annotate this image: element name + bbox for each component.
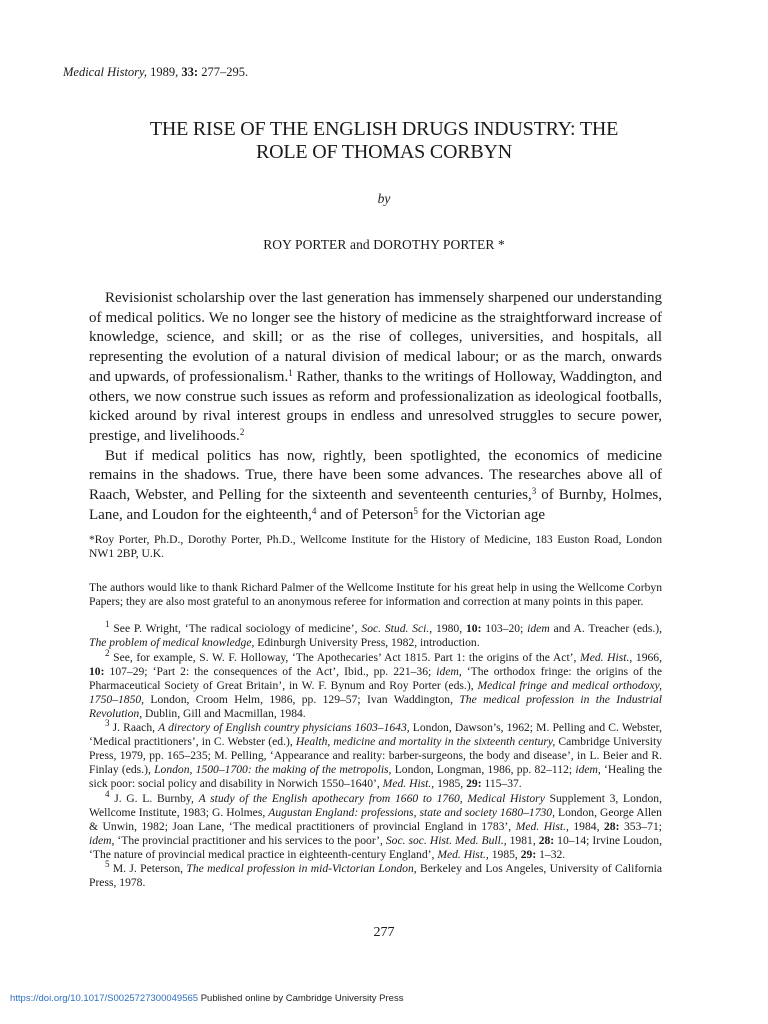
footnote-text: London, 1500–1700: the making of the metropolis,	[154, 763, 392, 777]
footnote-text: Health, medicine and mortality in the sixteenth century,	[295, 735, 556, 749]
byline: by	[377, 191, 391, 206]
footnote-3	[89, 718, 663, 791]
footnote-text: ‘The provincial practitioner and his services to the poor’,	[114, 833, 386, 847]
footnote-text: idem	[527, 622, 550, 636]
footnote-text: 103–20;	[481, 622, 528, 636]
footnotes-section	[89, 533, 662, 890]
footnote-text: London, Croom Helm, 1986, pp. 129–57; Ivan Waddington,	[144, 692, 460, 706]
body-text-run: Rather, thanks to the writings of Holloway, Waddington, and others, we now construe such issues as reform and professionalization as ideological footballs, kicked around by rival interest groups in endless and unresolved struggles to secure power, prestige, and livelihoods.	[89, 368, 662, 444]
footnote-text: 29:	[466, 777, 482, 791]
body-text-run: and of Peterson	[316, 506, 414, 523]
footnote-text: 10:	[465, 622, 482, 636]
footnote-text: 1981,	[506, 833, 539, 847]
footnote-text: 1–32.	[536, 847, 566, 861]
footnote-text: Dublin, Gill and Macmillan, 1984.	[142, 706, 306, 720]
footnote-number: 4	[105, 788, 110, 799]
footnote-text: , 1966,	[629, 650, 662, 664]
footnote-text: 28:	[603, 819, 620, 833]
article-body	[89, 289, 662, 525]
article-title	[70, 118, 698, 164]
footnote-text: 353–71;	[619, 819, 662, 833]
body-paragraph-1	[89, 289, 662, 447]
footnote-text: Supplement 3, London, Wellcome Institute, 1983; G. Holmes,	[89, 791, 662, 819]
footnote-text: and A. Treacher (eds.),	[549, 622, 662, 636]
footnote-text: London, Longman, 1986, pp. 82–112;	[391, 763, 576, 777]
footnote-text: 107–29; ‘Part 2: the consequences of the Act’, Ibid., pp. 221–36;	[104, 664, 437, 678]
footnote-text: See P. Wright, ‘The radical sociology of medicine’,	[109, 622, 362, 636]
footnote-text: Med. Hist.,	[515, 819, 569, 833]
footnote-text: Augustan England: professions, state and society 1680–1730,	[268, 805, 555, 819]
footnote-text: idem,	[575, 763, 601, 777]
footnote-text: A study of the English apothecary from 1660 to 1760, Medical History	[198, 791, 545, 805]
body-text-run: But if medical politics has now, rightly, been spotlighted, the economics of medicine remains in the shadows. True, there have been some advances. The researches above all of Raach, Webster, and Pelling for the sixteenth and seventeenth centuries,	[89, 447, 662, 504]
authors: ROY PORTER and DOROTHY PORTER *	[263, 237, 505, 252]
body-text-run: for the Victorian age	[417, 506, 546, 523]
footnote-text: Berkeley and Los Angeles, University of California Press, 1978.	[89, 861, 662, 890]
footnote-text: 1985,	[488, 847, 521, 861]
footnote-text: A directory of English country physicians 1603–1643,	[158, 721, 410, 735]
body-paragraph-2	[89, 447, 662, 526]
footnote-4	[89, 788, 662, 862]
footnote-2	[89, 647, 662, 721]
footnote-number: 3	[105, 718, 110, 729]
footnote-text: 10:	[89, 664, 105, 678]
footnote-text: Cambridge University Press, 1979, pp. 165–235; M. Pelling, ‘Appearance and reality: barber-surgeons, the body and disease’, in L. Beier and R. Finlay (eds.),	[89, 735, 662, 777]
body-text-run: of Burnby, Holmes, Lane, and Loudon for the eighteenth,	[89, 487, 662, 523]
footnote-ref-3[interactable]: 3	[531, 486, 537, 497]
journal-citation	[63, 65, 248, 80]
title-line-1: THE RISE OF THE ENGLISH DRUGS INDUSTRY: THE	[149, 118, 619, 140]
footnote-ref-4[interactable]: 4	[311, 505, 317, 516]
title-line-2: ROLE OF THOMAS CORBYN	[255, 141, 513, 163]
footnote-ref-1[interactable]: 1	[288, 367, 293, 378]
doi-link[interactable]: https://doi.org/10.1017/S0025727300049565	[10, 993, 199, 1004]
footnote-text: , 1980,	[429, 622, 466, 636]
footnote-text: 28:	[538, 833, 555, 847]
footnote-text: Soc. soc. Hist. Med. Bull.,	[385, 833, 507, 847]
acknowledgement: The authors would like to thank Richard Palmer of the Wellcome Institute for his great help in using the Wellcome Corbyn Papers; they are also most grateful to an anonymous referee for information and correction at many points in this paper.	[89, 581, 662, 609]
footnote-text: The medical profession in mid-Victorian London,	[186, 861, 417, 875]
footnote-text: London, Dawson’s, 1962; M. Pelling and C. Webster, ‘Medical practitioners’, in C. Webster (ed.),	[89, 721, 662, 749]
journal-volume: 33:	[181, 65, 199, 79]
footnote-text: idem,	[89, 833, 115, 847]
footnote-text: J. G. L. Burnby,	[109, 791, 199, 805]
footnote-text: Medical fringe and medical orthodoxy, 1750–1850,	[89, 678, 662, 706]
footnote-text: 1985,	[434, 777, 467, 791]
footnote-text: ‘Healing the sick poor: social policy and disability in Norwich 1550–1640’,	[89, 763, 663, 791]
footnote-text: Med. Hist.,	[437, 847, 489, 861]
footnote-text: idem,	[436, 664, 462, 678]
page-number: 277	[373, 925, 395, 940]
footnote-number: 2	[105, 647, 110, 658]
footnote-text: The medical profession in the Industrial Revolution,	[89, 692, 662, 720]
footnote-text: 1984,	[568, 819, 604, 833]
published-online: Published online by Cambridge University Press	[198, 993, 404, 1004]
footnote-5	[89, 858, 662, 890]
footnote-text: 115–37.	[481, 777, 522, 791]
journal-pages: 277–295.	[198, 65, 249, 79]
footnote-text: 10–14; Irvine Loudon, ‘The nature of provincial medical practice in eighteenth-century England’,	[89, 833, 662, 861]
footnote-ref-2[interactable]: 2	[239, 426, 245, 437]
footnote-text: 29:	[520, 847, 537, 861]
footer-bar	[10, 993, 403, 1004]
footnote-number: 5	[105, 858, 110, 869]
footnote-text: ‘The orthodox fringe: the origins of the Pharmaceutical Society of Great Britain’, in W. F. Bynum and Roy Porter (eds.),	[89, 664, 662, 692]
footnote-text: London, George Allen & Unwin, 1982; Joan Lane, ‘The medical practitioners of provincial England in 1783’,	[89, 805, 662, 833]
journal-name: Medical History,	[63, 65, 148, 79]
footnote-text: J. Raach,	[109, 721, 159, 735]
footnote-text: See, for example, S. W. F. Holloway, ‘The Apothecaries’ Act 1815. Part 1: the origins of the Act’,	[109, 650, 581, 664]
footnote-text: Soc. Stud. Sci.	[361, 622, 430, 636]
body-text-run: Revisionist scholarship over the last generation has immensely sharpened our understanding of medical politics. We no longer see the history of medicine as the straightforward increase of knowledge, science, and skill; or as the rise of colleges, universities, and hospitals, all representing the evolution of a natural division of medical labour; or as the march, onwards and upwards, of professionalism.	[89, 290, 662, 385]
journal-year: 1989,	[147, 65, 182, 79]
footnote-text: The problem of medical knowledge	[89, 636, 252, 650]
footnote-text: , Edinburgh University Press, 1982, introduction.	[251, 636, 480, 650]
footnote-text: M. J. Peterson,	[109, 861, 187, 875]
footnote-text: Med. Hist.	[580, 650, 630, 664]
footnote-number: 1	[105, 619, 110, 630]
footnote-1	[89, 619, 662, 650]
footnote-ref-5[interactable]: 5	[413, 505, 418, 516]
author-affiliation: *Roy Porter, Ph.D., Dorothy Porter, Ph.D., Wellcome Institute for the History of Medicine, 183 Euston Road, London NW1 2BP, U.K.	[89, 533, 662, 561]
footnote-text: Med. Hist.,	[382, 777, 435, 791]
